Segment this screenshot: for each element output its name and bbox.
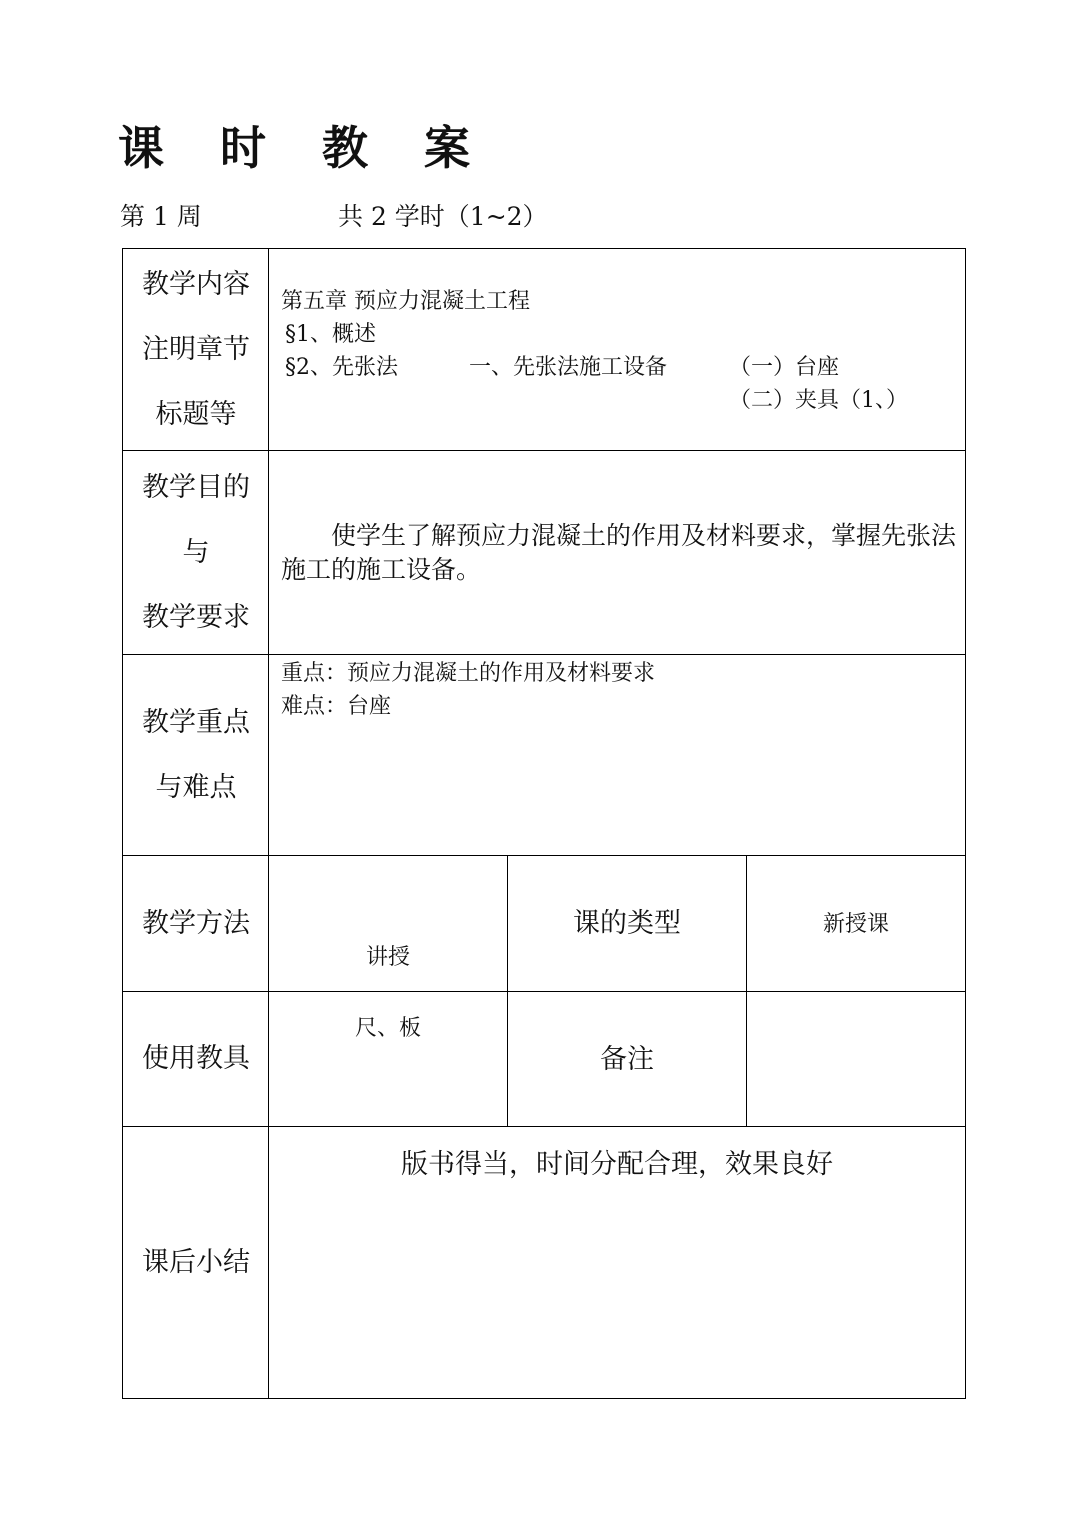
column-divider xyxy=(746,855,747,1126)
section-2: §2、先张法 xyxy=(285,355,398,380)
method-value: 讲授 xyxy=(365,945,410,970)
section-1: §1、概述 xyxy=(285,322,376,347)
column-divider xyxy=(507,855,508,1126)
content-label: 教学内容 注明章节 标题等 xyxy=(142,269,250,430)
tools-label: 使用教具 xyxy=(142,1043,250,1074)
tools-value: 尺、板 xyxy=(354,1016,421,1041)
objectives-label: 教学目的 与 教学要求 xyxy=(142,471,250,633)
section-2-subsection: 一、先张法施工设备 xyxy=(469,355,668,380)
difficulty-text: 难点：台座 xyxy=(281,694,392,719)
keypoints-label: 教学重点 与难点 xyxy=(142,706,250,803)
lesson-plan-table xyxy=(122,248,966,1399)
summary-label: 课后小结 xyxy=(142,1246,250,1278)
week-label: 第 1 周 xyxy=(120,202,202,231)
summary-text: 版书得当，时间分配合理，效果良好 xyxy=(401,1149,833,1180)
lesson-type-label: 课的类型 xyxy=(573,908,681,939)
hours-label: 共 2 学时（1~2） xyxy=(338,202,548,231)
document-title: 课 时 教 案 xyxy=(118,121,491,175)
item-2: （二）夹具（1、） xyxy=(729,388,908,413)
objectives-text: 使学生了解预应力混凝土的作用及材料要求，掌握先张法施工的施工设备。 xyxy=(281,521,957,584)
method-label: 教学方法 xyxy=(142,907,250,939)
note-label: 备注 xyxy=(600,1044,654,1075)
lesson-type-value: 新授课 xyxy=(822,912,889,937)
focus-text: 重点：预应力混凝土的作用及材料要求 xyxy=(281,661,656,686)
item-1: （一）台座 xyxy=(729,355,840,380)
chapter-title: 第五章 预应力混凝土工程 xyxy=(281,289,530,314)
